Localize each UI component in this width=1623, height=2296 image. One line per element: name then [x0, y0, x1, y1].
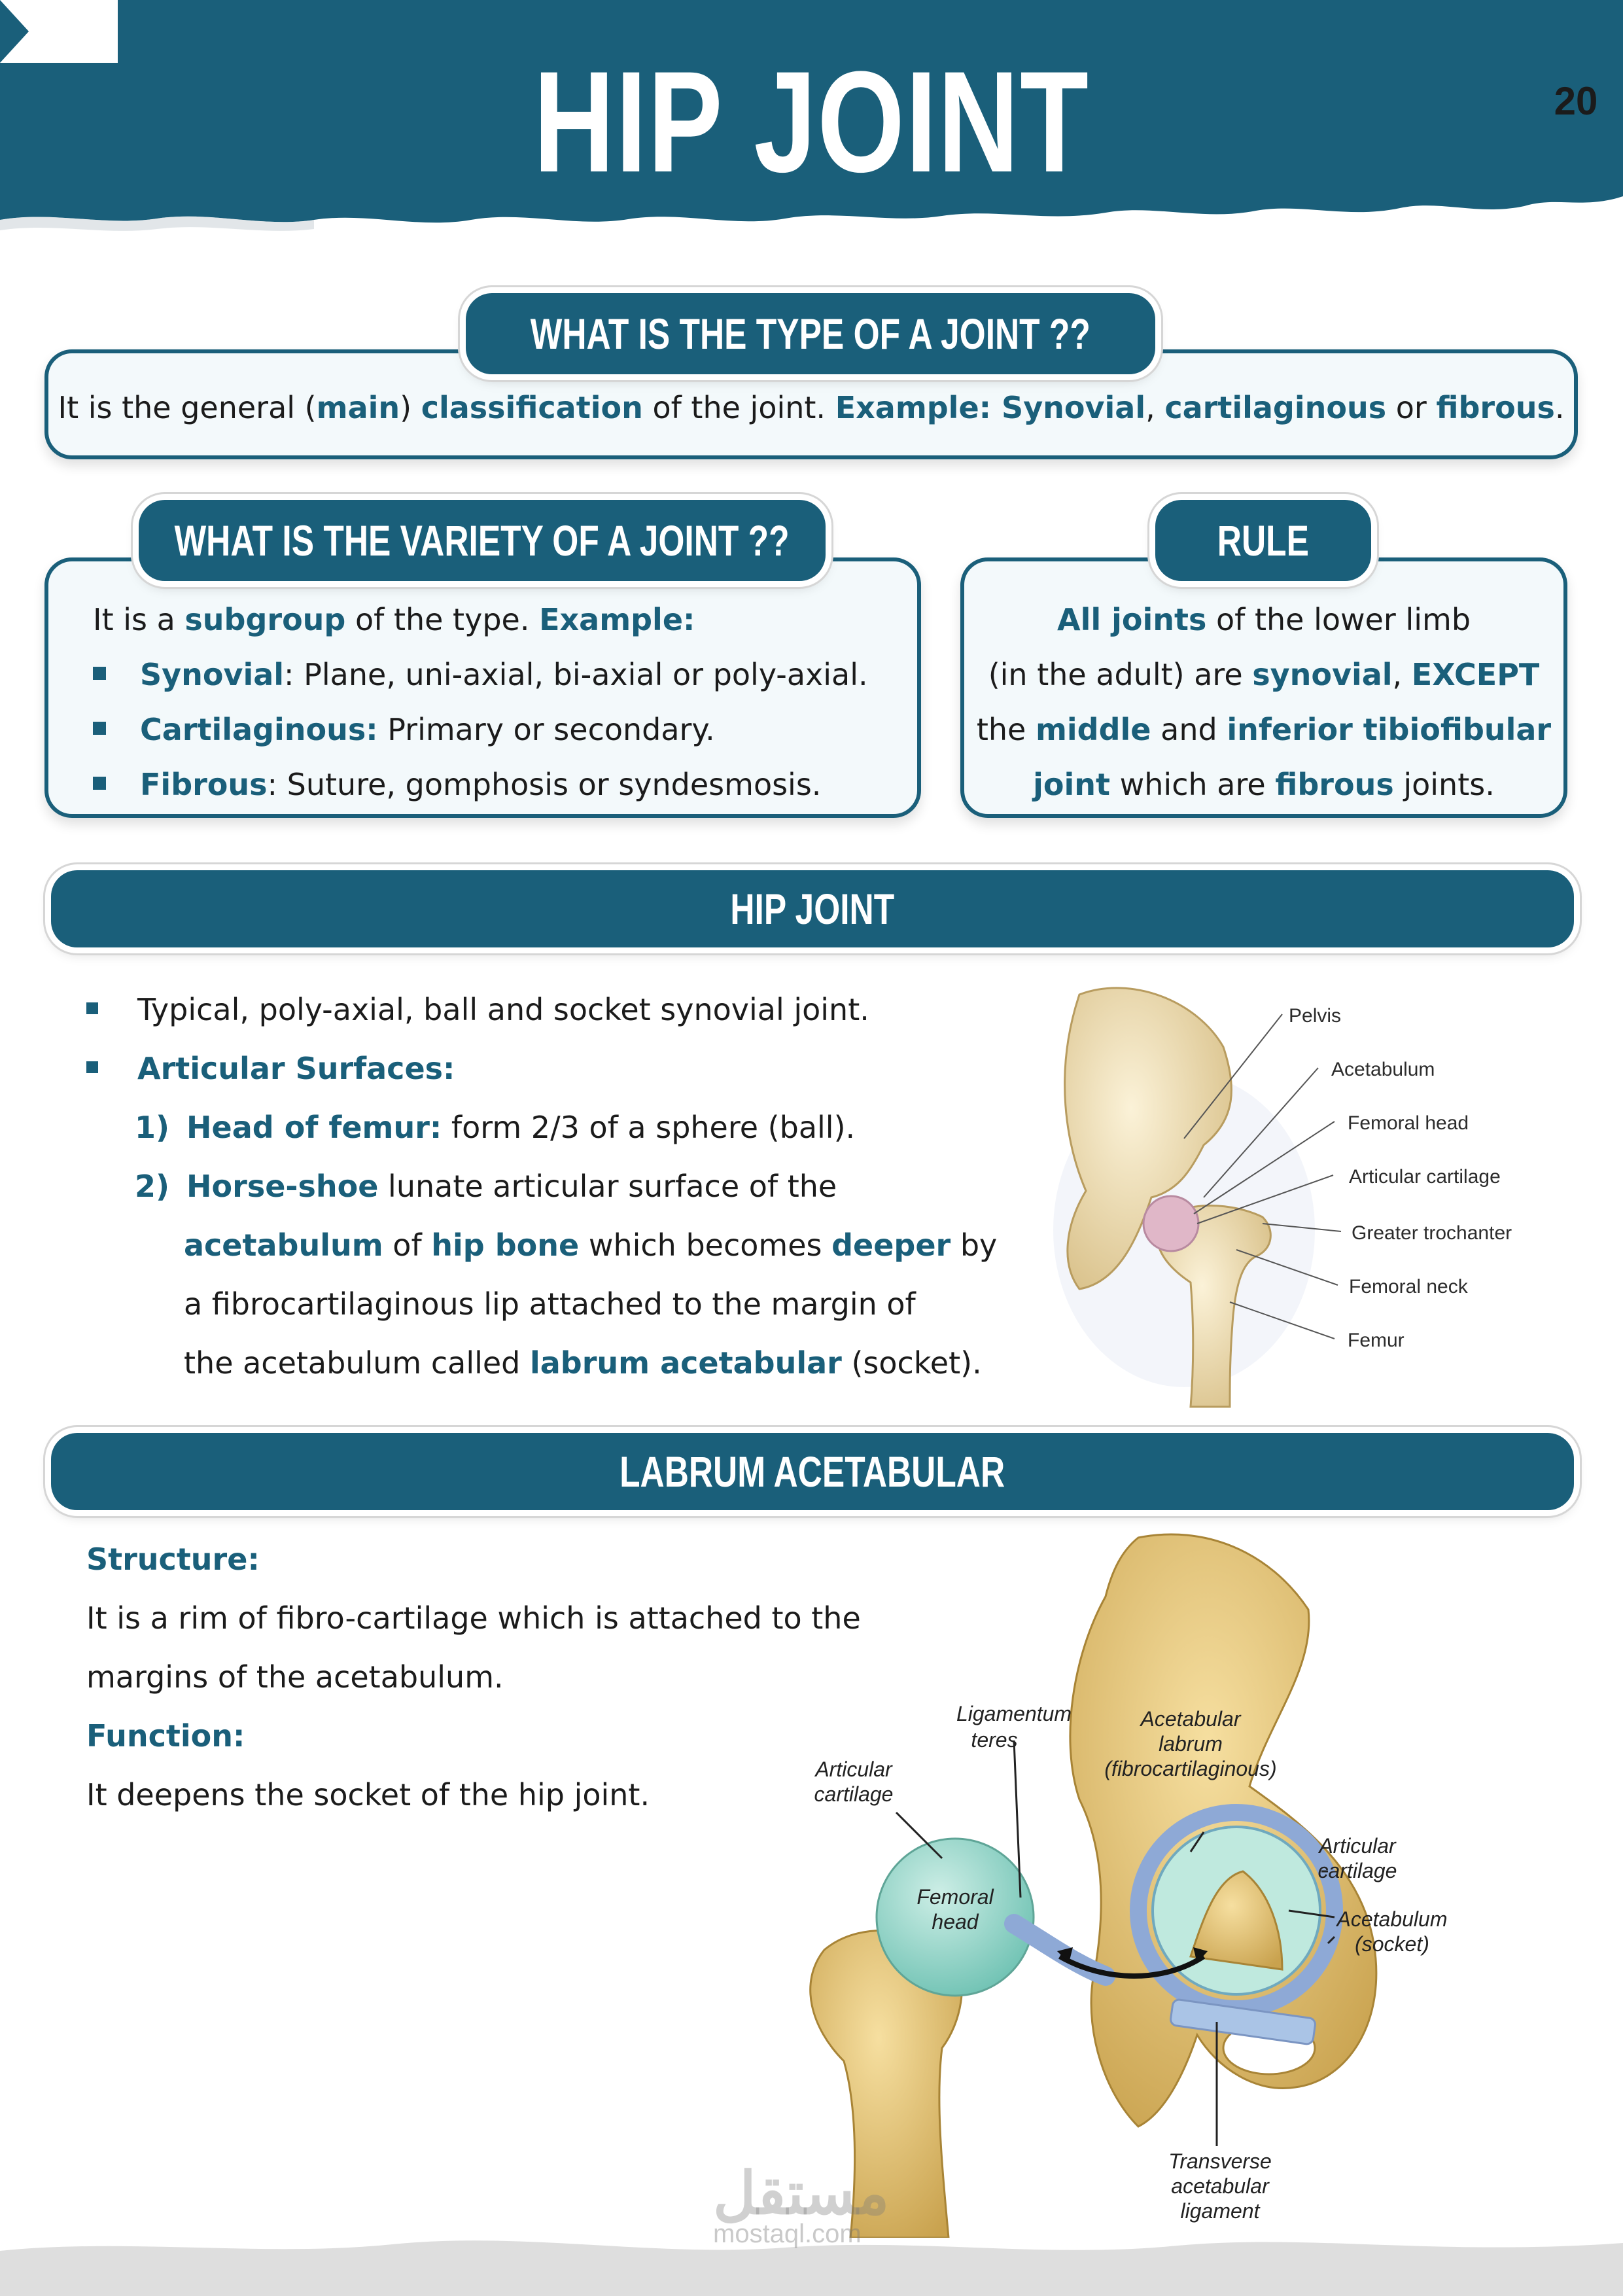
structure-line-1: It is a rim of fibro-cartilage which is attached to the	[86, 1600, 861, 1636]
label-transverse-2: acetabular	[1171, 2174, 1269, 2198]
hip-joint-figure	[1040, 975, 1550, 1413]
hip-bullet-typical: Typical, poly-axial, ball and socket synovial joint.	[86, 992, 869, 1027]
label-articular-right-1: Articular	[1319, 1834, 1396, 1858]
hip-item-2-line-2: acetabulum of hip bone which becomes deeper by	[184, 1227, 998, 1263]
variety-intro: It is a subgroup of the type. Example:	[93, 602, 695, 637]
label-articular-left-2: cartilage	[814, 1782, 894, 1806]
variety-item-fibrous: Fibrous: Suture, gomphosis or syndesmosis.	[93, 767, 821, 802]
bullet-icon	[86, 1002, 98, 1014]
page-title: HIP JOINT	[533, 41, 1090, 202]
label-pelvis: Pelvis	[1289, 1005, 1342, 1027]
femoral-head-shape	[1143, 1196, 1198, 1251]
label-labrum-1: Acetabular	[1140, 1707, 1241, 1731]
hip-item-2-line-1: 2) Horse-shoe lunate articular surface of the	[135, 1169, 837, 1204]
label-labrum-2: labrum	[1159, 1732, 1223, 1756]
hip-item-2-line-3: a fibrocartilaginous lip attached to the margin of	[184, 1286, 916, 1322]
label-femur: Femur	[1348, 1330, 1405, 1351]
label-greater-trochanter: Greater trochanter	[1352, 1222, 1512, 1244]
structure-line-2: margins of the acetabulum.	[86, 1659, 504, 1695]
labrum-figure	[798, 1525, 1492, 2238]
label-femoral-neck: Femoral neck	[1349, 1276, 1468, 1298]
label-femoral-head-1: Femoral	[916, 1885, 994, 1909]
rule-line-2: (in the adult) are synovial, EXCEPT	[988, 657, 1540, 692]
label-acetabulum-1: Acetabulum	[1336, 1907, 1448, 1931]
labrum-acetabular-heading: LABRUM ACETABULAR	[51, 1433, 1574, 1510]
joint-type-heading: WHAT IS THE TYPE OF A JOINT ??	[466, 293, 1155, 374]
label-articular-right-2: cartilage	[1318, 1859, 1397, 1882]
bullet-icon	[93, 722, 106, 735]
page-number-tab	[0, 0, 118, 63]
joint-type-text: It is the general (main) classification of the joint. Example: Synovial, cartilaginous or fibrous.	[58, 390, 1565, 425]
bullet-icon	[86, 1061, 98, 1073]
label-articular-cartilage: Articular cartilage	[1349, 1166, 1501, 1188]
label-femoral-head-2: head	[932, 1910, 979, 1934]
hip-item-1: 1) Head of femur: form 2/3 of a sphere (ball).	[135, 1110, 856, 1145]
label-ligamentum-1: Ligamentum	[956, 1702, 1072, 1725]
watermark-logo: مستقل	[713, 2161, 890, 2227]
rule-heading: RULE	[1155, 500, 1371, 581]
hip-joint-heading: HIP JOINT	[51, 870, 1574, 947]
bullet-icon	[93, 777, 106, 790]
label-acetabulum: Acetabulum	[1331, 1059, 1435, 1080]
structure-label: Structure:	[86, 1542, 260, 1577]
label-ligamentum-2: teres	[971, 1728, 1018, 1752]
bullet-icon	[93, 667, 106, 680]
joint-variety-box	[44, 557, 921, 818]
label-articular-left-1: Articular	[815, 1757, 892, 1781]
rule-box	[960, 557, 1567, 818]
rule-line-1: All joints of the lower limb	[1056, 602, 1471, 637]
label-femoral-head: Femoral head	[1348, 1112, 1469, 1134]
rule-line-3: the middle and inferior tibiofibular	[976, 712, 1552, 747]
page-number: 20	[1554, 79, 1598, 123]
rule-line-4: joint which are fibrous joints.	[1033, 767, 1495, 802]
page-header	[0, 0, 1623, 262]
label-acetabulum-2: (socket)	[1355, 1932, 1429, 1956]
variety-item-synovial: Synovial: Plane, uni-axial, bi-axial or poly-axial.	[93, 657, 868, 692]
watermark-url: mostaql.com	[713, 2219, 862, 2248]
function-label: Function:	[86, 1718, 245, 1754]
variety-item-cartilaginous: Cartilaginous: Primary or secondary.	[93, 712, 715, 747]
label-transverse-1: Transverse	[1168, 2149, 1272, 2173]
hip-bullet-surfaces: Articular Surfaces:	[86, 1051, 455, 1086]
label-labrum-3: (fibrocartilaginous)	[1104, 1757, 1277, 1780]
hip-item-2-line-4: the acetabulum called labrum acetabular (socket).	[184, 1345, 982, 1381]
label-transverse-3: ligament	[1180, 2199, 1260, 2223]
joint-variety-heading: WHAT IS THE VARIETY OF A JOINT ??	[139, 500, 826, 581]
function-text: It deepens the socket of the hip joint.	[86, 1777, 650, 1812]
